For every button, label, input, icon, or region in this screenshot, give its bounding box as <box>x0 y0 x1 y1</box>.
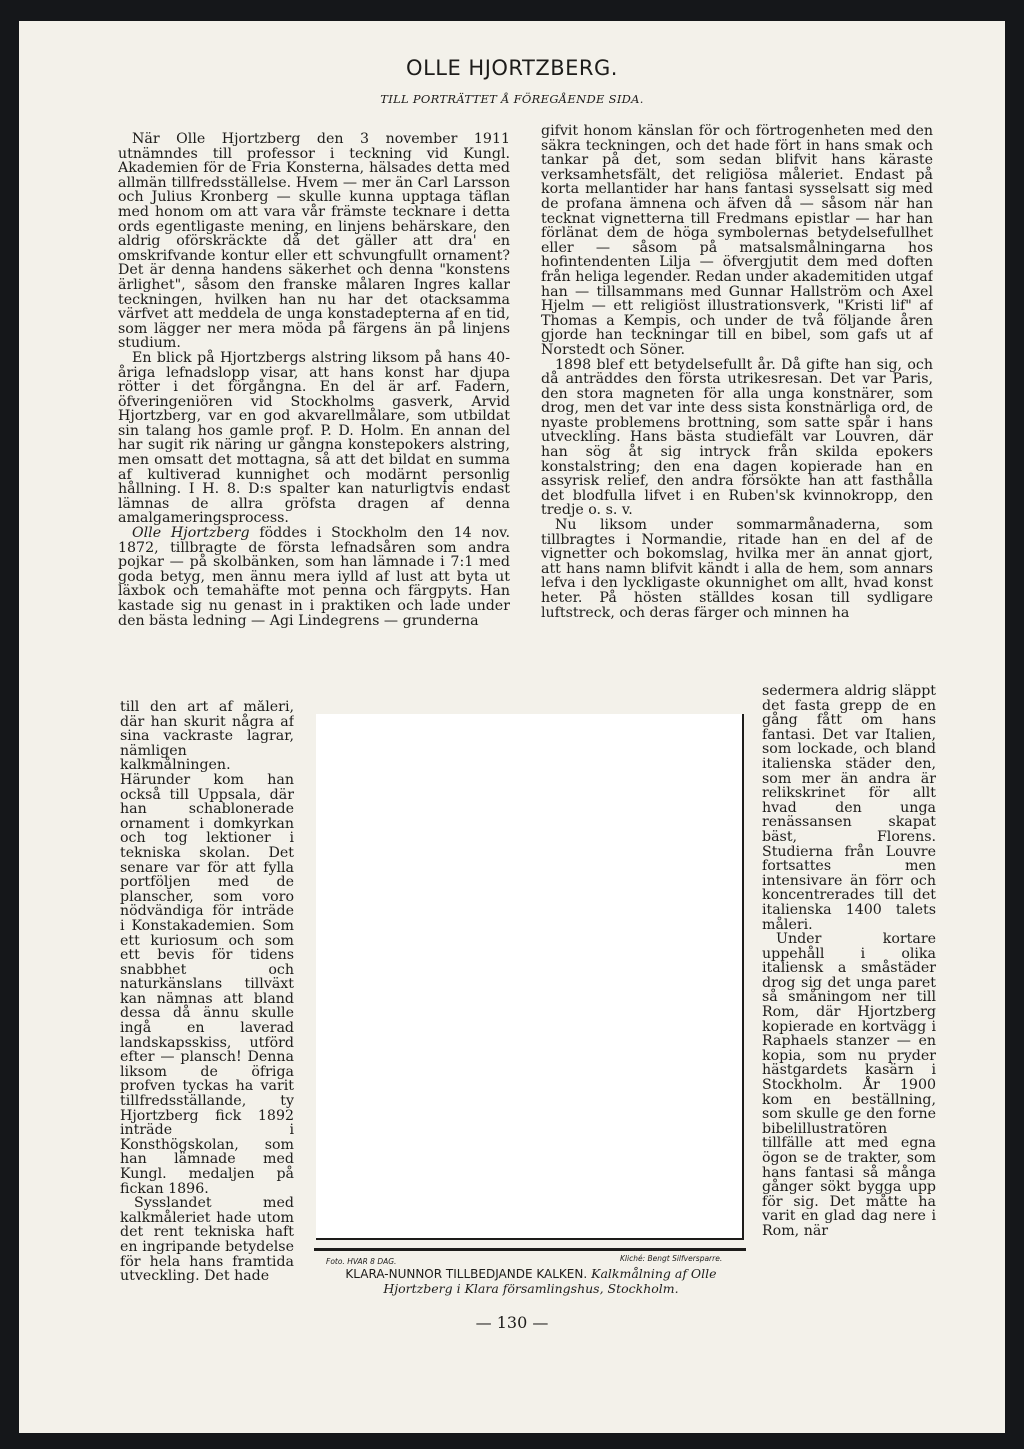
article-title: OLLE HJORTZBERG. <box>406 56 618 80</box>
left-paragraph-3-continued: till den art af måleri, där han skurit några af sina vackraste lagrar, nämligen kalkmålningen. Härunder kom han också till Uppsala, där han schablonerade ornament i domkyrkan och tog lektioner i tekniska skolan. Det senare var för att fylla portföljen med de planscher, som voro nödvändiga för inträde i Konstakademien. Som ett kuriosum och som ett bevis för tidens snabbhet och naturkänslans tillväxt kan nämnas att bland dessa då ännu skulle ingå en laverad landskapsskiss, utförd efter — plansch! Denna liksom de öfriga profven tyckas ha varit tillfredsställande, ty Hjortzberg fick 1892 inträde i Konsthögskolan, som han lämnade med Kungl. medaljen på fickan 1896. <box>120 700 294 1197</box>
artist-name: Olle Hjortzberg <box>132 525 250 542</box>
figure-image-placeholder <box>316 714 744 1240</box>
right-paragraph-3-continued: sedermera aldrig släppt det fasta grepp de en gång fått om hans fantasi. Det var Italien, som lockade, och bland italienska städer den, som mer än andra är relikskrinet för allt hvad den unga renässansen skapat bäst, Florens. Studierna från Louvre fortsattes men intensivare än förr och koncentrerades till det italienska 1400 talets måleri. <box>762 684 936 933</box>
left-paragraph-3 <box>118 526 510 628</box>
right-column-wrap <box>762 684 936 1296</box>
birth-text: föddes i Stockholm den 14 nov. <box>249 525 510 542</box>
right-column-upper <box>541 124 933 692</box>
right-paragraph-3: Nu liksom under sommarmånaderna, som tillbragtes i Normandie, ritade han en del af de vignetter och bokomslag, hvilka mer än annat gjort, att hans namn blifvit kändt i alla de hem, som annars lefva i den lyckligaste okunnighet om allt, hvad konst heter. På hösten ställdes kosan till sydligare luftstreck, och deras färger och minnen ha <box>541 517 933 621</box>
caption-title: KLARA-NUNNOR TILLBEDJANDE KALKEN. <box>345 1267 588 1281</box>
photo-credit: Foto. HVAR 8 DAG. <box>326 1257 397 1266</box>
figure-rule <box>314 1248 746 1251</box>
article-subtitle: TILL PORTRÄTTET Å FÖREGÅENDE SIDA. <box>380 92 644 106</box>
caption-italic-1: Kalkmålning af Olle <box>591 1266 717 1281</box>
left-paragraph-2: En blick på Hjortzbergs alstring liksom på hans 40-åriga lefnadslopp visar, att hans konst har djupa rötter i det förgångna. En del är arf. Fadern, öfveringeniören vid Stockholms gasverk, Arvid Hjortzberg, var en god akvarellmålare, som utbildat sin talang hos gamle prof. P. D. Holm. En annan del har sugit rik näring ur gångna konstepokers alstring, men omsatt det mottagna, så att det bildat en summa af kultiverad kunnighet och modärnt personlig hållning. I H. 8. D:s spalter kan naturligtvis endast lämnas de allra gröfsta dragen af denna amalgameringsprocess. <box>118 349 510 527</box>
right-paragraph-4: Under kortare uppehåll i olika italiensk a småstäder drog sig det unga paret så småningom ner till Rom, där Hjortzberg kopierade en kortvägg i Raphaels stanzer — en kopia, som nu pryder hästgardets kasärn i Stockholm. År 1900 kom en beställning, som skulle ge den forne bibelillustratören tillfälle att med egna ögon se de trakter, som hans fantasi så många gånger sökt bygga upp för sig. Det måtte ha varit en glad dag nere i Rom, när <box>762 931 936 1239</box>
page-number: — 130 — <box>475 1313 549 1332</box>
left-paragraph-1: När Olle Hjortzberg den 3 november 1911 utnämndes till professor i teckning vid Kungl. Akademien för de Fria Konsterna, hälsades detta med allmän tillfredsställelse. Hvem — mer än Carl Larsson och Julius Kronberg — skulle kunna upptaga täflan med honom om att vara vår främste tecknare i detta ords egentligaste mening, en linjens behärskare, den aldrig oförskräckte då det gäller att dra' en omskrifvande kontur eller ett schvungfullt ornament? Det är denna handens säkerhet och denna "konstens ärlighet", såsom den franske målaren Ingres kallar teckningen, hvilken han nu har det otacksamma värfvet att meddela de unga konstadepterna af en tid, som lägger ner mera möda på färgens än på linjens studium. <box>118 132 510 352</box>
right-paragraph-1: gifvit honom känslan för och förtrogenheten med den säkra teckningen, och det hade fört in hans smak och tankar på det, som sedan blifvit hans käraste verksamhetsfält, det religiösa måleriet. Endast på korta mellantider har hans fantasi sysselsatt sig med de profana ämnena och äfven då — såsom när han tecknat vignetterna till Fredmans epistlar — har han förlänat dem de höga symbolernas betydelsefullhet eller — såsom på matsalsmålningarna hos hofintendenten Lilja — öfvergjutit dem med doften från heliga legender. Redan under akademitiden utgaf han — tillsammans med Gunnar Hallström och Axel Hjelm — ett religiöst illustrationsverk, "Kristi lif" af Thomas a Kempis, och under de två följande åren gjorde han teckningar till en bibel, som gafs ut af Norstedt och Söner. <box>541 124 933 358</box>
figure-caption <box>322 1267 740 1295</box>
youth-text: , tillbragte de första lefnadsåren som andra pojkar — på skolbänken, som han lämnade i 7:1 med goda betyg, men ännu mera iylld af lust att byta ut läxbok och temahäfte mot penna och färgpyts. Han kastade sig nu genast in i praktiken och lade under den bästa ledning — Agi Lindegrens — grunderna <box>118 539 510 629</box>
left-paragraph-4: Sysslandet med kalkmåleriet hade utom det rent tekniska haft en ingripande betydelse för hela hans framtida utveckling. Det hade <box>120 1195 294 1285</box>
left-column-wrap <box>120 700 294 1302</box>
left-column-upper <box>118 132 510 712</box>
cliche-credit: Kliché: Bengt Silfversparre. <box>620 1254 723 1263</box>
birth-year: 1872 <box>118 539 155 556</box>
right-paragraph-2: 1898 blef ett betydelsefullt år. Då gifte han sig, och då anträddes den första utrikesresan. Det var Paris, den stora magneten för alla unga konstnärer, som drog, men det var inte dess sista konstnärliga ord, de nyaste problemens brottning, som satte spår i hans utveckling. Hans bästa studiefält var Louvren, där han sög åt sig intryck från skilda epokers konstalstring; den ena dagen kopierade han en assyrisk relief, den andra försökte han att fasthålla det blodfulla lifvet i en Ruben'sk kvinnokropp, den tredje o. s. v. <box>541 356 933 519</box>
caption-italic-2: Hjortzberg i Klara församlingshus, Stockholm. <box>383 1280 679 1296</box>
